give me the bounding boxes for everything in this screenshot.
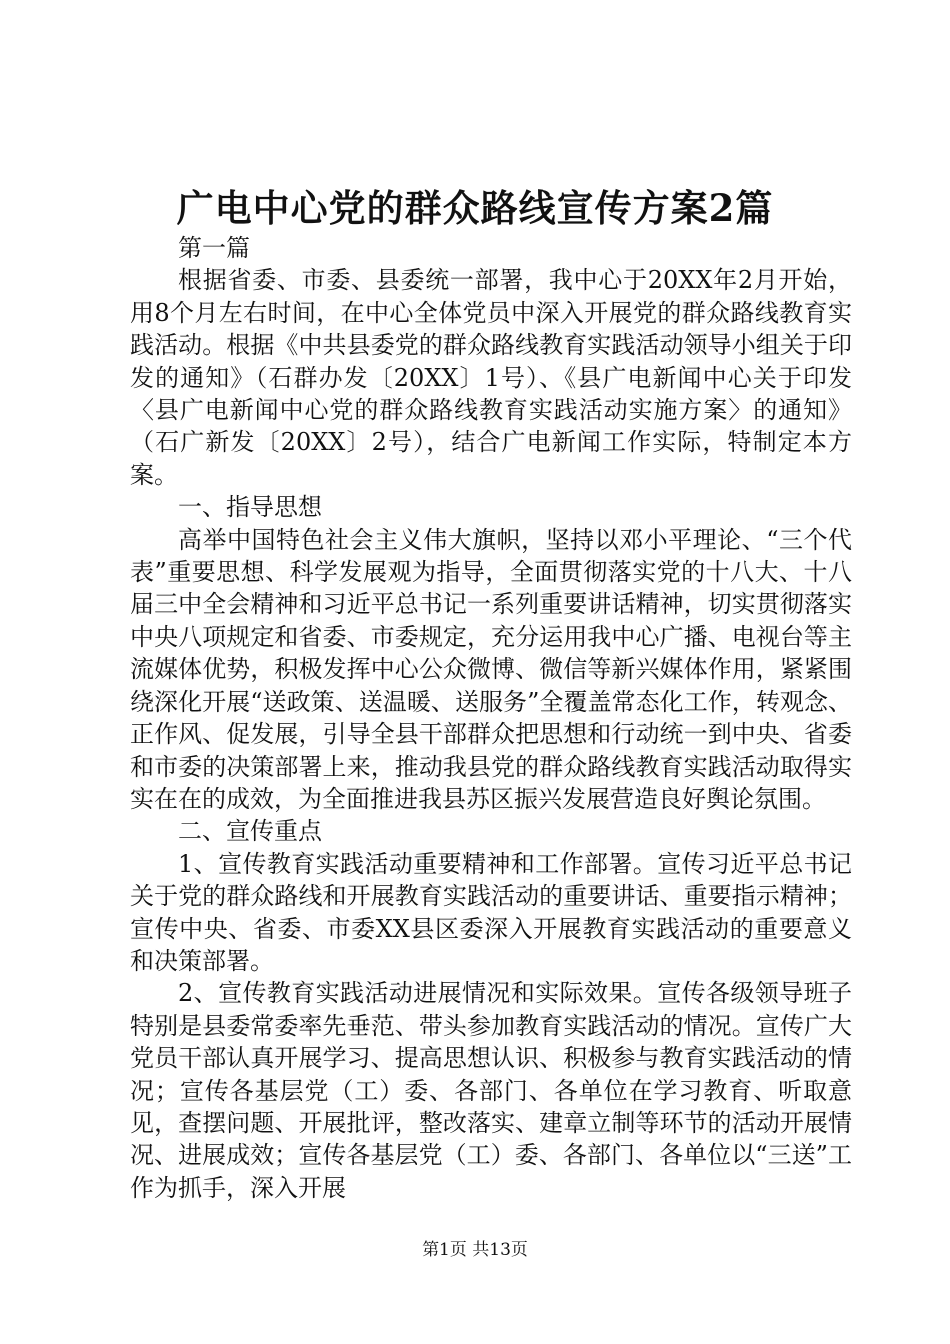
paragraph-intro: 根据省委、市委、县委统一部署，我中心于20XX年2月开始，用8个月左右时间，在中心全体党员中深入开展党的群众路线教育实践活动。根据《中共县委党的群众路线教育实践活动领导小组关于印发的通知》（石群办发〔20XX〕1号）、《县广电新闻中心关于印发〈县广电新闻中心党的群众路线教育实践活动实施方案〉的通知》（石广新发〔20XX〕2号），结合广电新闻工作实际，特制定本方案。	[130, 266, 852, 489]
paragraph-guiding-ideology: 高举中国特色社会主义伟大旗帜，坚持以邓小平理论、“三个代表”重要思想、科学发展观为指导，全面贯彻落实党的十八大、十八届三中全会精神和习近平总书记一系列重要讲话精神，切实贯彻落实中央八项规定和省委、市委规定，充分运用我中心广播、电视台等主流媒体优势，积极发挥中心公众微博、微信等新兴媒体作用，紧紧围绕深化开展“送政策、送温暖、送服务”全覆盖常态化工作，转观念、正作风、促发展，引导全县干部群众把思想和行动统一到中央、省委和市委的决策部署上来，推动我县党的群众路线教育实践活动取得实实在在的成效，为全面推进我县苏区振兴发展营造良好舆论氛围。	[130, 525, 852, 813]
section-heading-guiding-ideology: 一、指导思想	[178, 493, 322, 522]
document-body	[130, 232, 852, 1204]
section-heading-part-one: 第一篇	[178, 234, 250, 262]
page-footer: 第1页 共13页	[422, 1240, 528, 1260]
document-title: 广电中心党的群众路线宣传方案2篇	[176, 186, 774, 230]
paragraph-focus-2: 2、宣传教育实践活动进展情况和实际效果。宣传各级领导班子特别是县委常委率先垂范、带头参加教育实践活动的情况。宣传广大党员干部认真开展学习、提高思想认识、积极参与教育实践活动的情况；宣传各基层党（工）委、各部门、各单位在学习教育、听取意见，查摆问题、开展批评，整改落实、建章立制等环节的活动开展情况、进展成效；宣传各基层党（工）委、各部门、各单位以“三送”工作为抓手，深入开展	[130, 979, 852, 1202]
section-heading-publicity-focus: 二、宣传重点	[178, 817, 322, 846]
paragraph-focus-1: 1、宣传教育实践活动重要精神和工作部署。宣传习近平总书记关于党的群众路线和开展教育实践活动的重要讲话、重要指示精神；宣传中央、省委、市委XX县区委深入开展教育实践活动的重要意义和决策部署。	[130, 849, 852, 975]
